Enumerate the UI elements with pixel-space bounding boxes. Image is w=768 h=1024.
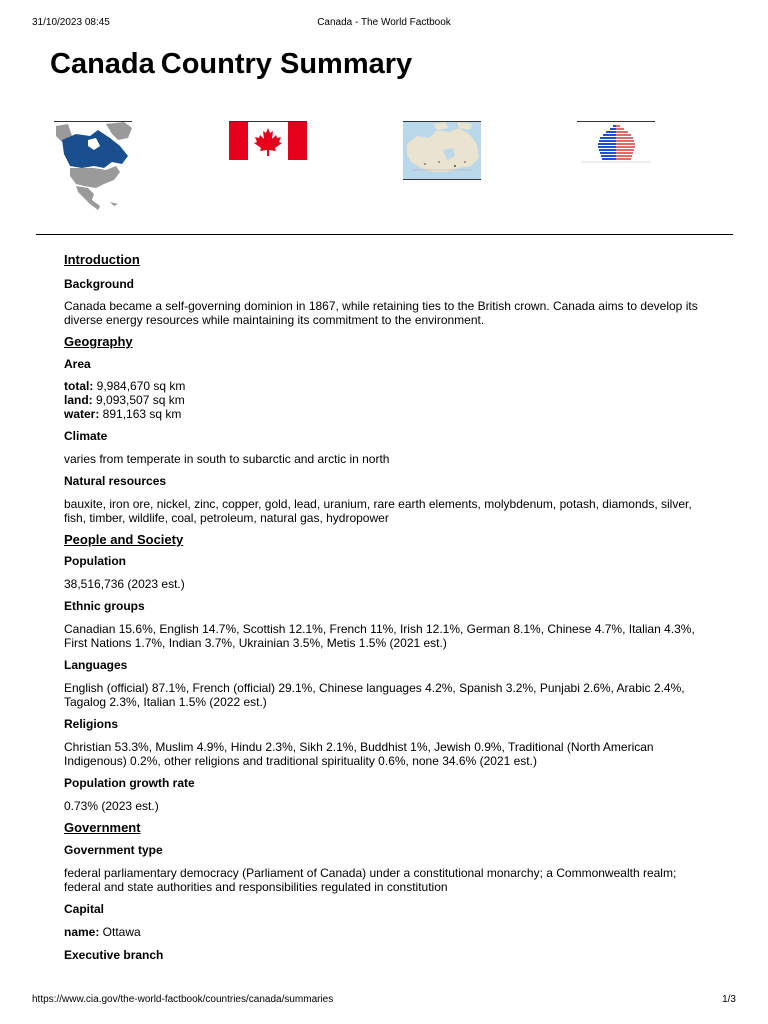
- climate-label: Climate: [64, 429, 108, 443]
- capital-name: [64, 925, 714, 939]
- page-title-country: Canada: [50, 48, 155, 80]
- flag-icon: [229, 122, 307, 160]
- ethnic-groups-text: Canadian 15.6%, English 14.7%, Scottish 12.1%, French 11%, Irish 12.1%, German 8.1%, Chinese 4.7%, Italian 4.3%, First Nations 1.7%, Indian 3.7%, Ukrainian 3.5%, Metis 1.5% (2021 est.): [64, 622, 695, 650]
- executive-branch-label: Executive branch: [64, 948, 164, 962]
- natural-resources-text: bauxite, iron ore, nickel, zinc, copper, gold, lead, uranium, rare earth elements, molybdenum, potash, diamonds, silver, fish, timber, wildlife, coal, petroleum, natural gas, hydropower: [64, 497, 692, 525]
- area-land-value: 9,093,507 sq km: [92, 393, 185, 407]
- country-map-thumbnail[interactable]: [403, 121, 481, 180]
- population-pyramid-icon: [577, 122, 655, 167]
- summary-content: [64, 252, 714, 962]
- religions-label: Religions: [64, 717, 119, 731]
- area-total-label: total:: [64, 379, 94, 393]
- area-total-value: 9,984,670 sq km: [93, 379, 186, 393]
- capital-label: Capital: [64, 902, 105, 916]
- area-water-value: 891,163 sq km: [99, 407, 182, 421]
- print-datetime: 31/10/2023 08:45: [32, 17, 110, 28]
- languages-text: English (official) 87.1%, French (official) 29.1%, Chinese languages 4.2%, Spanish 3.2%, Punjabi 2.6%, Arabic 2.4%, Tagalog 2.3%, Italian 1.5% (2022 est.): [64, 681, 685, 709]
- page-title: [50, 48, 412, 81]
- page-number: 1/3: [722, 994, 736, 1005]
- natural-resources-label: Natural resources: [64, 474, 167, 488]
- growth-rate-label: Population growth rate: [64, 776, 195, 790]
- print-doc-title: Canada - The World Factbook: [317, 17, 451, 28]
- climate-text: varies from temperate in south to subarctic and arctic in north: [64, 452, 390, 466]
- growth-rate-text: 0.73% (2023 est.): [64, 799, 159, 813]
- area-water-label: water:: [64, 407, 100, 421]
- area-values: [64, 379, 714, 421]
- background-label: Background: [64, 277, 135, 291]
- section-title-government: Government: [64, 820, 141, 835]
- locator-map-thumbnail[interactable]: [54, 121, 132, 217]
- population-pyramid-thumbnail[interactable]: [577, 121, 655, 167]
- area-label: Area: [64, 357, 91, 371]
- languages-label: Languages: [64, 658, 128, 672]
- print-header: [32, 17, 736, 29]
- header-divider: [36, 234, 733, 235]
- page-title-suffix: Country Summary: [160, 48, 413, 80]
- ethnic-groups-label: Ethnic groups: [64, 599, 145, 613]
- area-land-label: land:: [64, 393, 93, 407]
- section-title-people: People and Society: [64, 532, 184, 547]
- capital-name-value: Ottawa: [99, 925, 141, 939]
- population-text: 38,516,736 (2023 est.): [64, 577, 185, 591]
- government-type-text: federal parliamentary democracy (Parliament of Canada) under a constitutional monarchy; a Commonwealth realm; federal and state authorities and responsibilities regulated in constitution: [64, 866, 677, 894]
- government-type-label: Government type: [64, 843, 163, 857]
- locator-map-icon: [54, 122, 132, 217]
- section-title-introduction: Introduction: [64, 252, 140, 267]
- population-label: Population: [64, 554, 126, 568]
- section-title-geography: Geography: [64, 334, 133, 349]
- country-map-icon: [403, 122, 481, 179]
- flag-thumbnail[interactable]: [229, 121, 307, 160]
- religions-text: Christian 53.3%, Muslim 4.9%, Hindu 2.3%, Sikh 2.1%, Buddhist 1%, Jewish 0.9%, Traditional (North American Indigenous) 0.2%, other religions and traditional spirituality 0.6%, none 34.6% (2021 est.): [64, 740, 654, 768]
- page-url[interactable]: https://www.cia.gov/the-world-factbook/countries/canada/summaries: [32, 994, 334, 1005]
- capital-name-label: name:: [64, 925, 100, 939]
- print-footer: [32, 994, 736, 1006]
- background-text: Canada became a self-governing dominion in 1867, while retaining ties to the British crown. Canada aims to develop its diverse energy resources while maintaining its commitment to the environment.: [64, 299, 698, 327]
